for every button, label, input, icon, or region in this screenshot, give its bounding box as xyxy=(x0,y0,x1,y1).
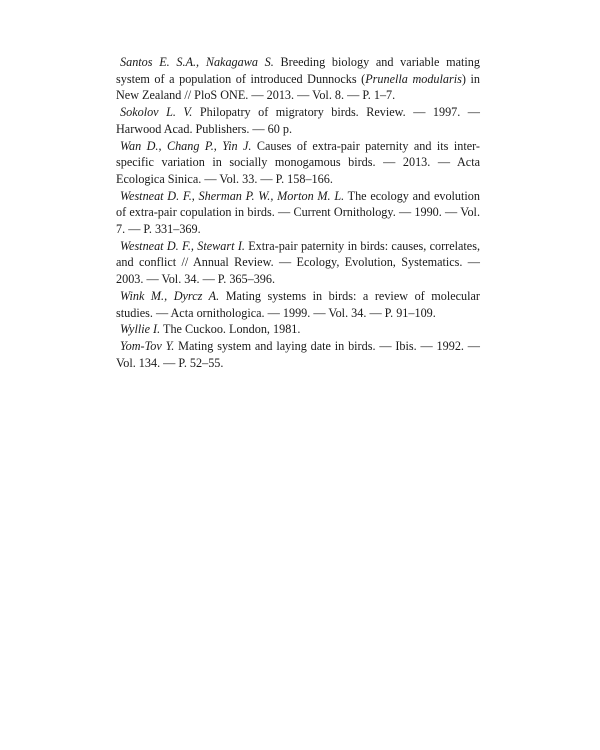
reference-entry xyxy=(116,104,480,137)
reference-entry xyxy=(116,188,480,238)
reference-text: Breeding biology and variable mating system of a population of introduced Dunnocks ( xyxy=(116,55,480,86)
reference-text: The Cuckoo. London, 1981. xyxy=(160,322,301,337)
reference-authors: Wyllie I. xyxy=(120,322,161,337)
reference-authors: Westneat D. F., Sherman P. W., Morton M. L. xyxy=(120,188,345,203)
reference-authors: Sokolov L. V. xyxy=(120,105,193,120)
reference-authors: Westneat D. F., Stewart I. xyxy=(120,238,245,253)
reference-entry xyxy=(116,238,480,288)
reference-text: Mating systems in birds: a review of molecular studies. — Acta ornithologica. — 1999. — Vol. 34. — P. 91–109. xyxy=(116,288,480,320)
reference-text: Extra-pair paternity in birds: causes, correlates, and conflict // Annual Review. — Ecology, Evolution, Systematics. — 2003. — Vol. 34. — P. 365–396. xyxy=(116,238,480,287)
reference-entry xyxy=(116,138,480,188)
reference-text: The ecology and evolution of extra-pair copulation in birds. — Current Ornithology. — 1990. — Vol. 7. — P. 331–369. xyxy=(116,188,480,237)
reference-list xyxy=(116,54,480,371)
reference-text-end: ) in New Zealand // PloS ONE. — 2013. — Vol. 8. — P. 1–7. xyxy=(116,71,480,103)
reference-authors: Yom-Tov Y. xyxy=(120,338,175,353)
reference-authors: Santos E. S.A., Nakagawa S. xyxy=(120,55,274,69)
reference-entry xyxy=(116,321,480,338)
reference-text: Causes of extra-pair paternity and its inter-specific variation in socially monogamous birds. — 2013. — Acta Ecologica Sinica. — Vol. 33. — P. 158–166. xyxy=(116,138,480,186)
reference-entry xyxy=(116,288,480,321)
reference-text: Philopatry of migratory birds. Review. — 1997. — Harwood Acad. Publishers. — 60 p. xyxy=(116,105,480,136)
species-name: Prunella modularis xyxy=(365,71,462,86)
reference-authors: Wan D., Chang P., Yin J. xyxy=(120,138,252,153)
reference-entry xyxy=(116,54,480,104)
reference-authors: Wink M., Dyrcz A. xyxy=(120,288,220,303)
reference-text: Mating system and laying date in birds. — Ibis. — 1992. — Vol. 134. — P. 52–55. xyxy=(116,338,480,370)
reference-entry xyxy=(116,338,480,371)
